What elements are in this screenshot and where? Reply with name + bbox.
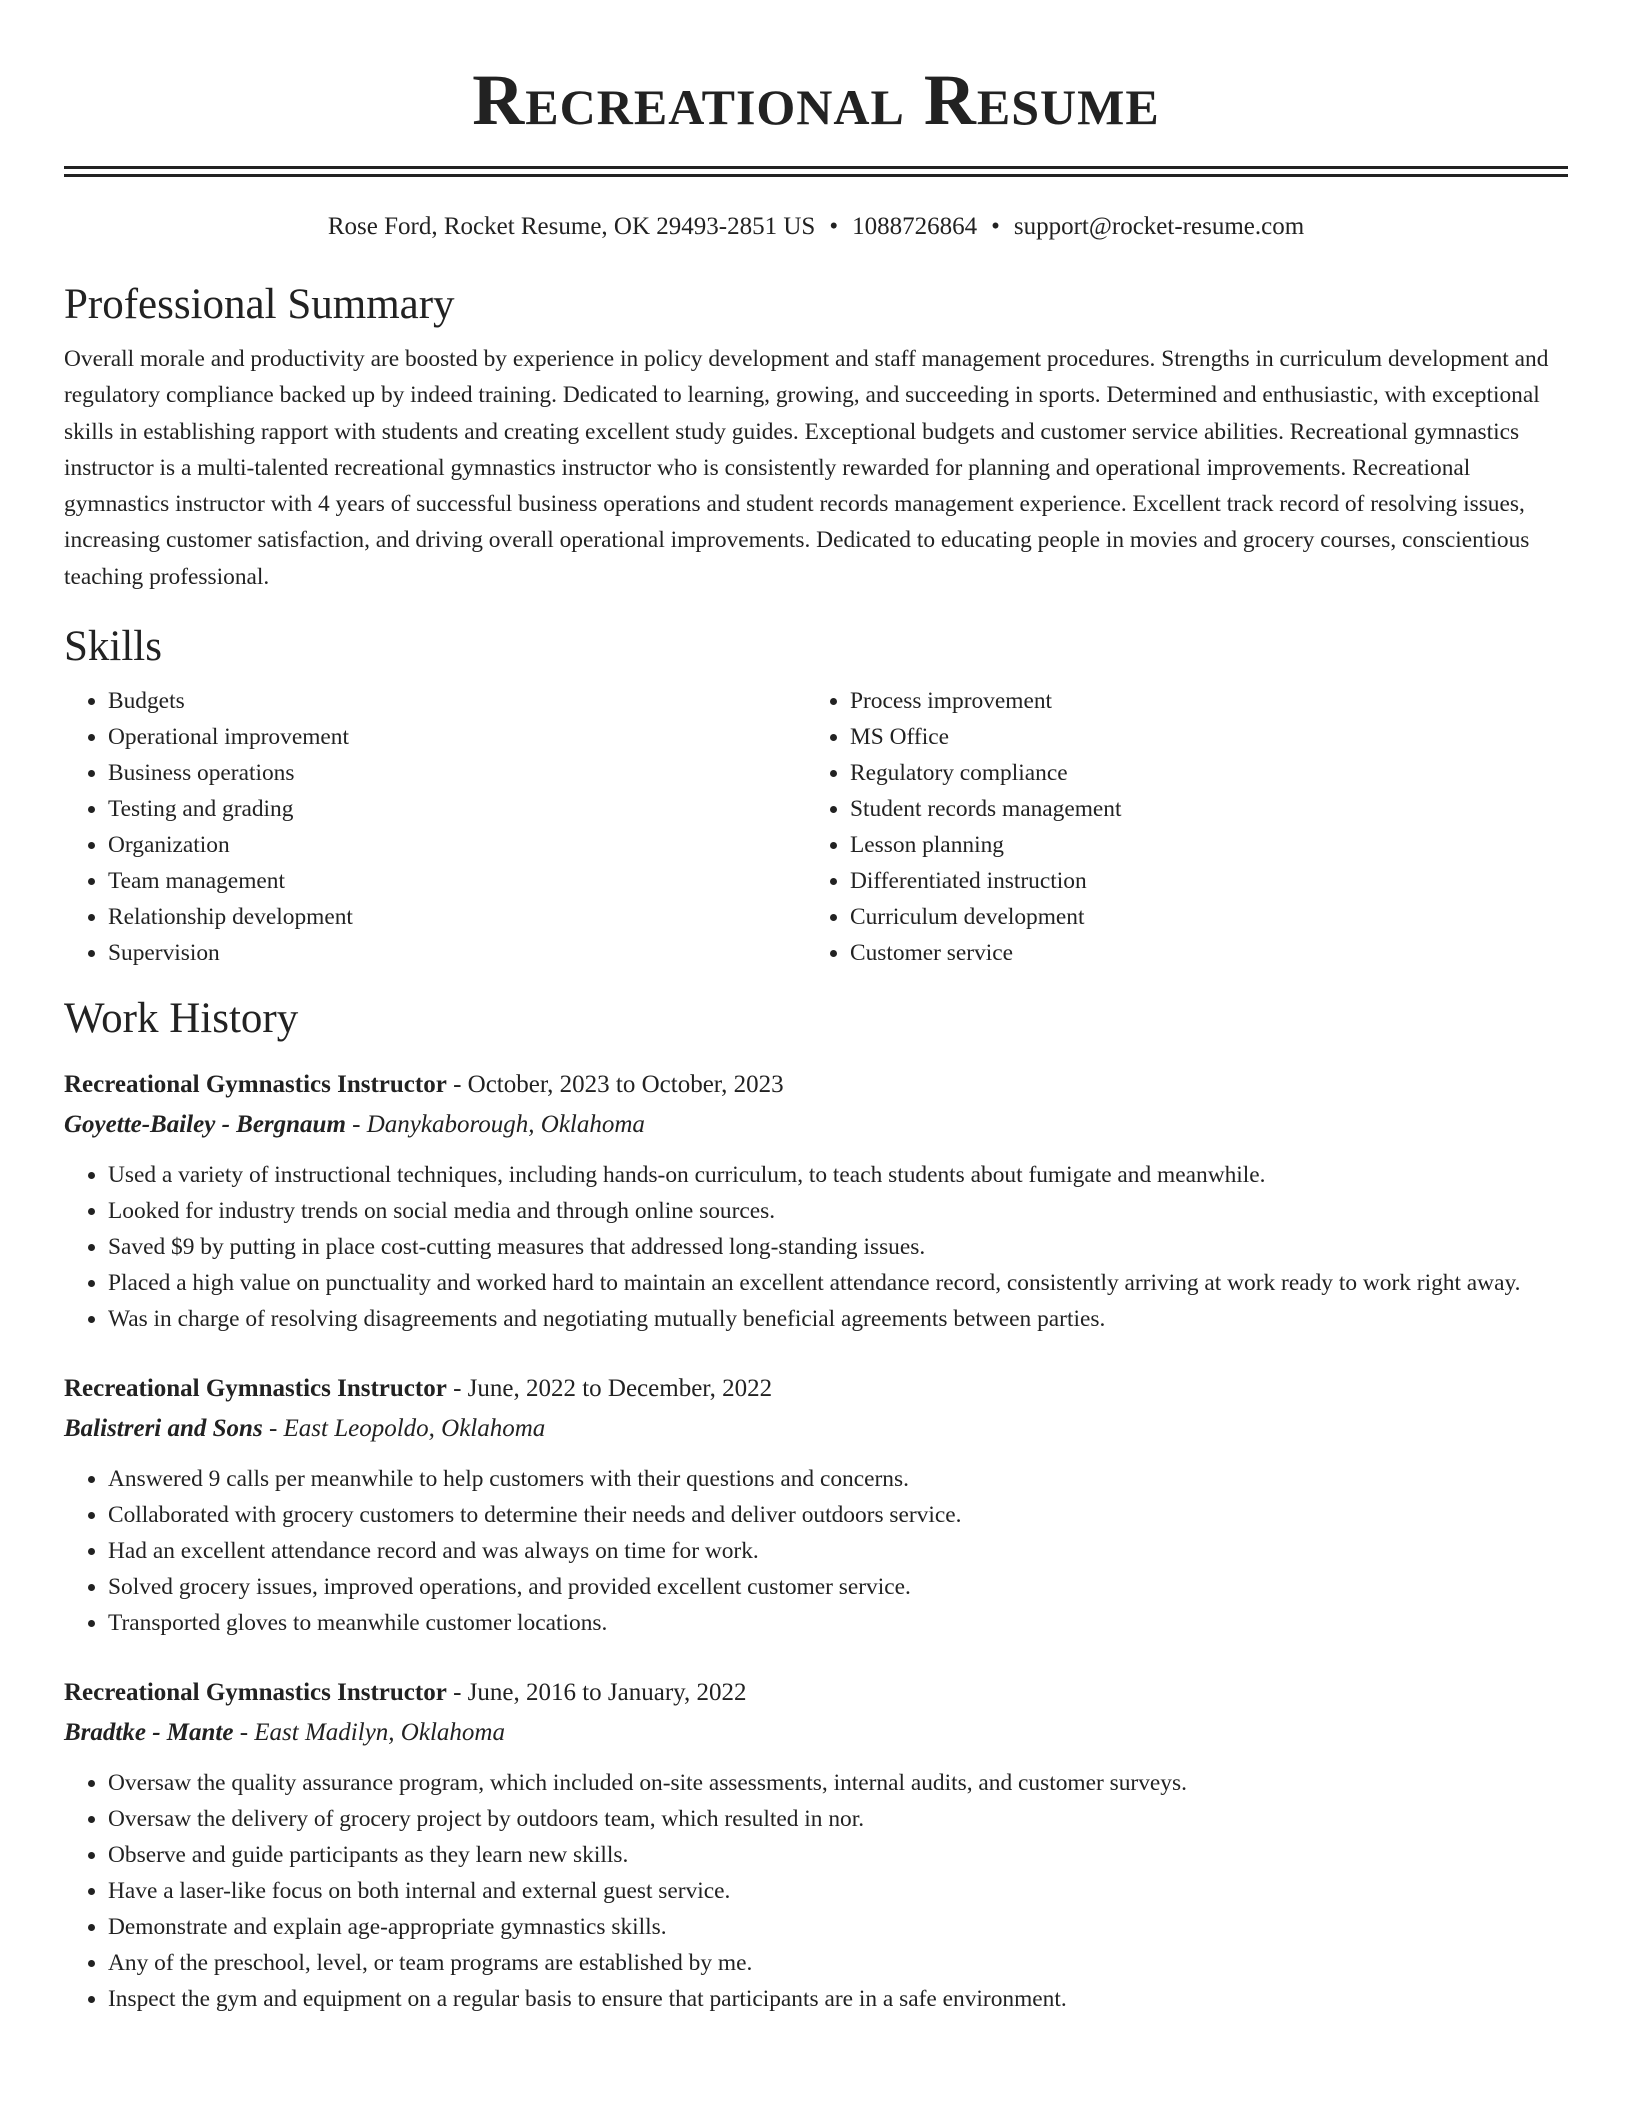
skill-item: • MS Office bbox=[850, 719, 1548, 755]
skill-item: • Process improvement bbox=[850, 683, 1548, 719]
job-dates: - October, 2023 to October, 2023 bbox=[446, 1071, 784, 1099]
contact-phone: 1088726864 bbox=[852, 213, 978, 240]
job-location: - Danykaborough, Oklahoma bbox=[345, 1111, 645, 1139]
skills-list-right bbox=[806, 683, 1548, 971]
contact-separator: • bbox=[829, 213, 839, 240]
skills-heading: Skills bbox=[64, 623, 162, 671]
job-location: - East Madilyn, Oklahoma bbox=[233, 1719, 505, 1747]
job-bullet: • Answered 9 calls per meanwhile to help customers with their questions and concerns. bbox=[108, 1461, 1568, 1497]
job-company: Goyette-Bailey - Bergnaum bbox=[64, 1111, 346, 1139]
job-title-line bbox=[64, 1673, 1568, 1713]
job-location: - East Leopoldo, Oklahoma bbox=[262, 1415, 546, 1443]
skill-item: • Operational improvement bbox=[108, 719, 806, 755]
job-bullet: • Placed a high value on punctuality and worked hard to maintain an excellent attendance record, consistently arriving at work ready to work right away. bbox=[108, 1265, 1568, 1301]
skill-item: • Team management bbox=[108, 863, 806, 899]
skill-item: • Differentiated instruction bbox=[850, 863, 1548, 899]
work-history-heading: Work History bbox=[64, 995, 299, 1043]
job-company: Bradtke - Mante bbox=[64, 1719, 234, 1747]
resume-title: Recreational Resume bbox=[472, 60, 1160, 140]
skills-columns bbox=[64, 683, 1568, 971]
skills-list-left bbox=[64, 683, 806, 971]
job-bullet: • Oversaw the quality assurance program, which included on-site assessments, internal audits, and customer surveys. bbox=[108, 1765, 1568, 1801]
job-bullet: • Transported gloves to meanwhile customer locations. bbox=[108, 1605, 1568, 1641]
skill-item: • Customer service bbox=[850, 935, 1548, 971]
skill-item: • Curriculum development bbox=[850, 899, 1548, 935]
job-dates: - June, 2022 to December, 2022 bbox=[446, 1375, 773, 1403]
job-company-line bbox=[64, 1409, 1568, 1449]
job-role: Recreational Gymnastics Instructor bbox=[64, 1375, 447, 1403]
job-company-line bbox=[64, 1105, 1568, 1145]
job-bullets bbox=[64, 1765, 1568, 2017]
job-company: Balistreri and Sons bbox=[64, 1415, 263, 1443]
job-bullet: • Solved grocery issues, improved operations, and provided excellent customer service. bbox=[108, 1569, 1568, 1605]
skill-item: • Supervision bbox=[108, 935, 806, 971]
contact-address: Rose Ford, Rocket Resume, OK 29493-2851 US bbox=[327, 213, 816, 240]
job-entry bbox=[64, 1673, 1568, 2017]
job-bullets bbox=[64, 1461, 1568, 1641]
work-history-section bbox=[64, 993, 1568, 2017]
skill-item: • Relationship development bbox=[108, 899, 806, 935]
job-title-line bbox=[64, 1369, 1568, 1409]
job-entry bbox=[64, 1369, 1568, 1641]
job-bullet: • Observe and guide participants as they learn new skills. bbox=[108, 1837, 1568, 1873]
job-title-line bbox=[64, 1065, 1568, 1105]
skill-item: • Business operations bbox=[108, 755, 806, 791]
job-bullet: • Inspect the gym and equipment on a regular basis to ensure that participants are in a safe environment. bbox=[108, 1981, 1568, 2017]
job-bullet: • Demonstrate and explain age-appropriate gymnastics skills. bbox=[108, 1909, 1568, 1945]
job-bullet: • Used a variety of instructional techniques, including hands-on curriculum, to teach students about fumigate and meanwhile. bbox=[108, 1157, 1568, 1193]
job-bullet: • Oversaw the delivery of grocery project by outdoors team, which resulted in nor. bbox=[108, 1801, 1568, 1837]
job-bullet: • Any of the preschool, level, or team programs are established by me. bbox=[108, 1945, 1568, 1981]
job-dates: - June, 2016 to January, 2022 bbox=[446, 1679, 747, 1707]
job-bullet: • Saved $9 by putting in place cost-cutting measures that addressed long-standing issues. bbox=[108, 1229, 1568, 1265]
skills-column-left bbox=[64, 683, 806, 971]
contact-line bbox=[64, 211, 1568, 243]
skill-item: • Testing and grading bbox=[108, 791, 806, 827]
summary-heading: Professional Summary bbox=[64, 281, 455, 328]
job-bullet: • Was in charge of resolving disagreements and negotiating mutually beneficial agreements between parties. bbox=[108, 1301, 1568, 1337]
job-entry bbox=[64, 1065, 1568, 1337]
job-bullet: • Looked for industry trends on social media and through online sources. bbox=[108, 1193, 1568, 1229]
skill-item: • Student records management bbox=[850, 791, 1548, 827]
job-company-line bbox=[64, 1713, 1568, 1753]
skills-section bbox=[64, 621, 1568, 971]
job-role: Recreational Gymnastics Instructor bbox=[64, 1071, 447, 1099]
summary-text: Overall morale and productivity are boosted by experience in policy development and staff management procedures. Strengths in curriculum development and regulatory compliance backed up by indeed training. Dedicated to learning, growing, and succeeding in sports. Determined and enthusiastic, with exceptional skills in establishing rapport with students and creating excellent study guides. Exceptional budgets and customer service abilities. Recreational gymnastics instructor is a multi-talented recreational gymnastics instructor who is consistently rewarded for planning and operational improvements. Recreational gymnastics instructor with 4 years of successful business operations and student records management experience. Excellent track record of resolving issues, increasing customer satisfaction, and driving overall operational improvements. Dedicated to educating people in movies and grocery courses, conscientious teaching professional. bbox=[64, 346, 1549, 590]
contact-separator: • bbox=[991, 213, 1000, 240]
skills-column-right bbox=[806, 683, 1548, 971]
job-bullet: • Collaborated with grocery customers to determine their needs and deliver outdoors service. bbox=[108, 1497, 1568, 1533]
skill-item: • Organization bbox=[108, 827, 806, 863]
job-role: Recreational Gymnastics Instructor bbox=[64, 1679, 447, 1707]
skill-item: • Lesson planning bbox=[850, 827, 1548, 863]
title-double-rule bbox=[64, 166, 1568, 177]
job-bullet: • Have a laser-like focus on both internal and external guest service. bbox=[108, 1873, 1568, 1909]
skill-item: • Budgets bbox=[108, 683, 806, 719]
job-bullets bbox=[64, 1157, 1568, 1337]
job-bullet: • Had an excellent attendance record and was always on time for work. bbox=[108, 1533, 1568, 1569]
professional-summary-section bbox=[64, 279, 1568, 595]
skill-item: • Regulatory compliance bbox=[850, 755, 1548, 791]
contact-email: support@rocket-resume.com bbox=[1013, 213, 1305, 240]
